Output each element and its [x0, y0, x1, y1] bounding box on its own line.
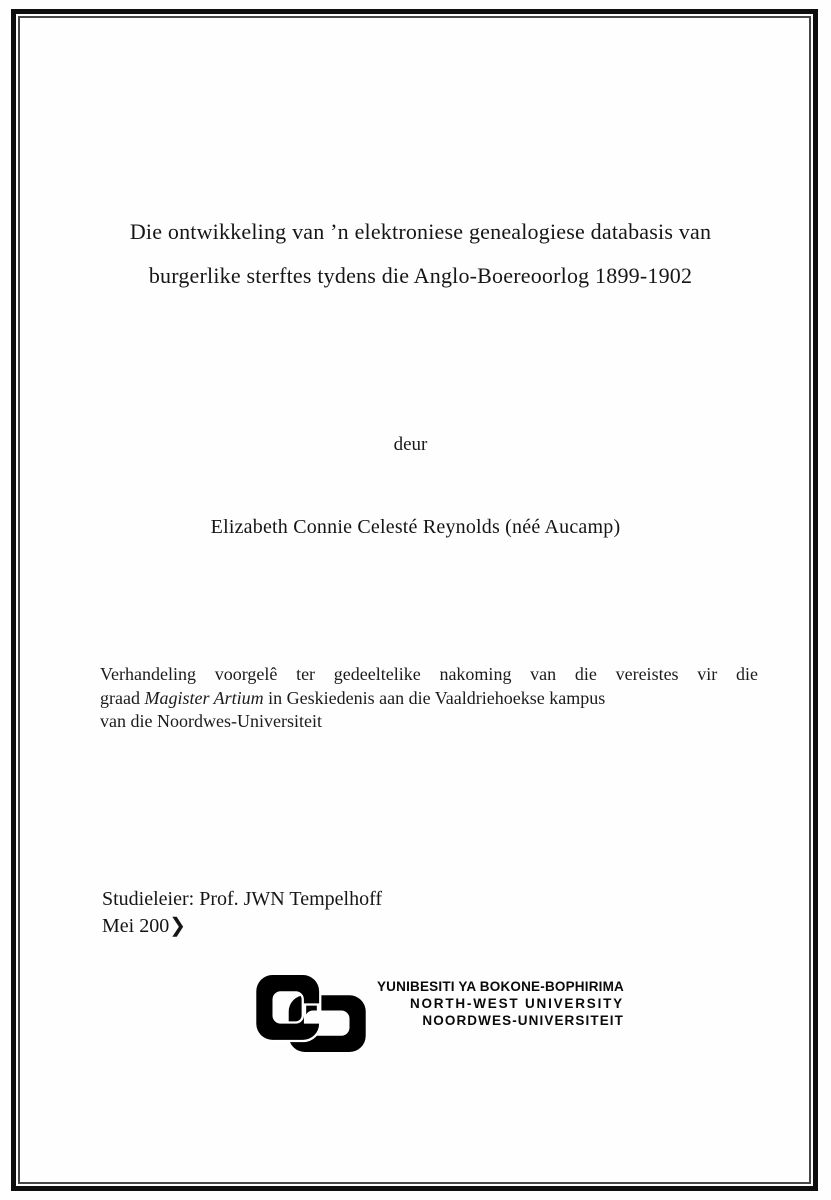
- university-logo-text: [370, 978, 624, 1029]
- chain-links-icon: [256, 975, 366, 1052]
- statement-line2-pre: graad: [100, 687, 145, 708]
- university-logo: [256, 975, 624, 1052]
- date-line: Mei 200❯: [102, 915, 186, 937]
- statement-line1: Verhandeling voorgelê ter gedeeltelike nakoming van die vereistes vir die: [100, 664, 758, 684]
- logo-line-afrikaans: NOORDWES-UNIVERSITEIT: [422, 1013, 624, 1028]
- supervisor-block: [102, 886, 382, 940]
- degree-name: Magister Artium: [144, 687, 264, 708]
- thesis-title: [80, 210, 761, 298]
- supervisor-line: Studieleier: Prof. JWN Tempelhoff: [102, 888, 383, 910]
- thesis-statement: [100, 663, 758, 734]
- statement-line2-post: in Geskiedenis aan die Vaaldriehoekse kampus: [263, 687, 606, 708]
- thesis-title-line1: Die ontwikkeling van ’n elektroniese genealogiese databasis van: [129, 219, 712, 244]
- byline-label: deur: [393, 434, 428, 455]
- logo-line-english: NORTH-WEST UNIVERSITY: [409, 996, 624, 1011]
- statement-line3: van die Noordwes-Universiteit: [100, 711, 322, 731]
- statement-line2: [100, 687, 758, 711]
- logo-line-setswana: YUNIBESITI YA BOKONE-BOPHIRIMA: [376, 979, 624, 994]
- thesis-title-line2: burgerlike sterftes tydens die Anglo-Boereoorlog 1899-1902: [148, 263, 693, 288]
- author-name: Elizabeth Connie Celesté Reynolds (néé Aucamp): [210, 516, 621, 538]
